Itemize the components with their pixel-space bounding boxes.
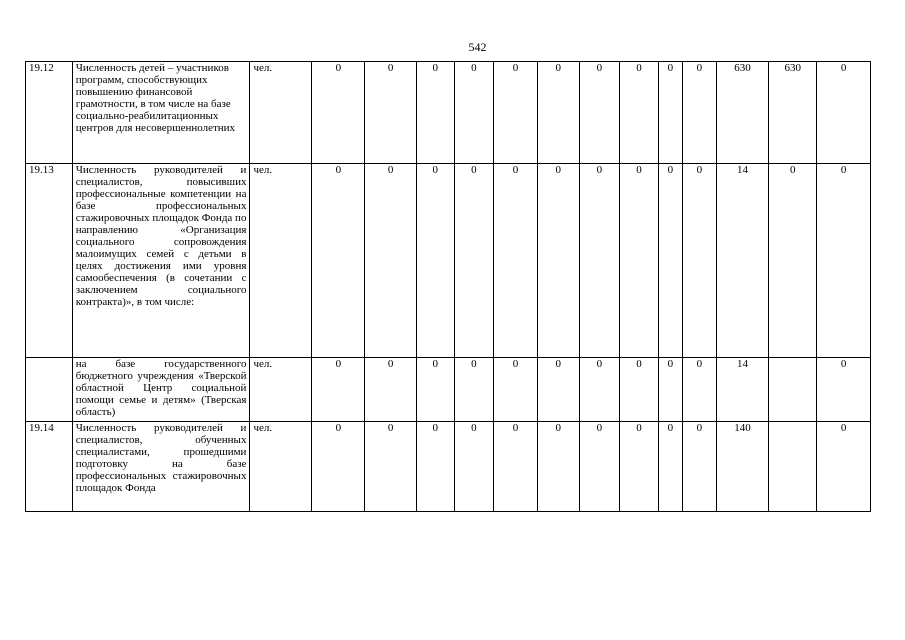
table-row	[26, 62, 871, 164]
row-number: 19.14	[26, 422, 73, 512]
table-row	[26, 422, 871, 512]
value-cell: 0	[579, 358, 620, 422]
value-cell: 0	[769, 164, 817, 358]
value-cell: 0	[817, 358, 871, 422]
value-cell: 0	[494, 358, 538, 422]
value-cell: 0	[417, 358, 455, 422]
value-cell: 0	[454, 358, 494, 422]
value-cell: 14	[716, 358, 769, 422]
row-number: 19.13	[26, 164, 73, 358]
value-cell: 0	[658, 164, 682, 358]
value-cell: 0	[365, 62, 417, 164]
page-number: 542	[468, 40, 487, 54]
value-cell: 0	[312, 164, 365, 358]
row-description: Численность руководителей и специалистов, обученных специалистами, прошедшими подготовку на базе профессиональных стажировочных площадок Фонда	[72, 422, 250, 512]
value-cell: 140	[716, 422, 769, 512]
value-cell: 0	[579, 62, 620, 164]
row-description: Численность руководителей и специалистов, повысивших профессиональные компетенции на базе профессиональных стажировочных площадок Фонда по направлению «Организация социального сопровождения малоимущих семей с детьми в целях достижения ими уровня самообеспечения (в сочетании с заключением социального контракта)», в том числе:	[72, 164, 250, 358]
value-cell: 0	[658, 422, 682, 512]
table-row	[26, 164, 871, 358]
value-cell: 0	[620, 358, 659, 422]
value-cell: 0	[537, 164, 579, 358]
value-cell: 0	[365, 164, 417, 358]
indicators-table	[25, 61, 871, 512]
value-cell: 0	[658, 62, 682, 164]
value-cell: 0	[365, 358, 417, 422]
value-cell: 0	[620, 62, 659, 164]
value-cell: 0	[537, 422, 579, 512]
value-cell: 0	[620, 422, 659, 512]
row-description: на базе государственного бюджетного учреждения «Тверской областной Центр социальной помощи семье и детям» (Тверская область)	[72, 358, 250, 422]
value-cell: 0	[494, 422, 538, 512]
value-cell: 0	[454, 422, 494, 512]
value-cell: 630	[769, 62, 817, 164]
row-description: Численность детей – участников программ, способствующих повышению финансовой грамотности, в том числе на базе социально-реабилитационных центров для несовершеннолетних	[72, 62, 250, 164]
value-cell	[769, 422, 817, 512]
value-cell: 0	[683, 422, 717, 512]
value-cell: 0	[683, 164, 717, 358]
value-cell: 0	[312, 358, 365, 422]
value-cell: 0	[417, 422, 455, 512]
value-cell	[769, 358, 817, 422]
row-number	[26, 358, 73, 422]
value-cell: 0	[683, 62, 717, 164]
value-cell: 0	[658, 358, 682, 422]
row-unit: чел.	[250, 62, 312, 164]
row-unit: чел.	[250, 164, 312, 358]
value-cell: 0	[683, 358, 717, 422]
value-cell: 0	[454, 62, 494, 164]
value-cell: 0	[817, 62, 871, 164]
value-cell: 0	[365, 422, 417, 512]
row-unit: чел.	[250, 422, 312, 512]
value-cell: 0	[817, 422, 871, 512]
value-cell: 0	[579, 164, 620, 358]
value-cell: 0	[312, 62, 365, 164]
value-cell: 630	[716, 62, 769, 164]
value-cell: 0	[537, 62, 579, 164]
value-cell: 0	[417, 164, 455, 358]
row-number: 19.12	[26, 62, 73, 164]
value-cell: 0	[494, 62, 538, 164]
value-cell: 0	[817, 164, 871, 358]
table-row	[26, 358, 871, 422]
value-cell: 0	[417, 62, 455, 164]
value-cell: 0	[494, 164, 538, 358]
value-cell: 0	[312, 422, 365, 512]
value-cell: 0	[620, 164, 659, 358]
value-cell: 0	[454, 164, 494, 358]
value-cell: 14	[716, 164, 769, 358]
row-unit: чел.	[250, 358, 312, 422]
value-cell: 0	[579, 422, 620, 512]
value-cell: 0	[537, 358, 579, 422]
